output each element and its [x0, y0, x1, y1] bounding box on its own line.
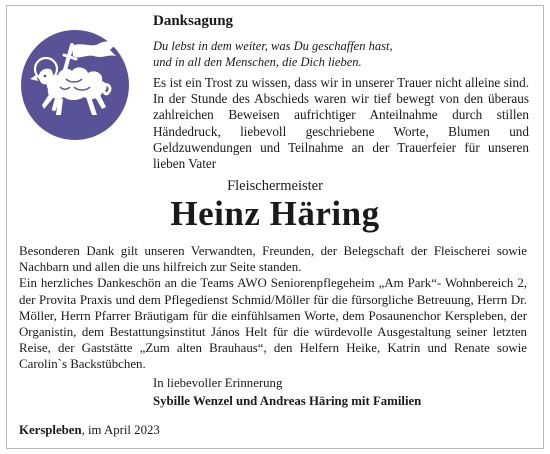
thanks-paragraph: Besonderen Dank gilt unseren Verwandten, Freunden, der Belegschaft der Fleischerei sowie Nachbarn und allen die uns hilfreich zur Seite standen. — [19, 244, 527, 275]
date: , im April 2023 — [81, 423, 160, 437]
intro-paragraph: Es ist ein Trost zu wissen, dass wir in unserer Trauer nicht alleine sind. In der Stunde des Abschieds waren wir tief bewegt von den überaus zahlreichen Beweisen aufrichtiger Anteilnahme durch stillen Händedruck, liebevoll geschriebene Worte, Blumen und Geldzuwendungen und Teilnahme an der Trauerfeier für unseren lieben Vater — [153, 75, 529, 172]
closing-phrase: In liebevoller Erinnerung — [153, 376, 283, 390]
lamb-of-god-icon — [20, 29, 130, 141]
deceased-name: Heinz Häring — [170, 194, 380, 233]
signers: Sybille Wenzel und Andreas Häring mit Familien — [153, 394, 422, 408]
thanks-paragraph: Ein herzliches Dankeschön an die Teams AWO Seniorenpflegeheim „Am Park“- Wohnbereich 2, der Provita Praxis und dem Pflegedienst Schmid/Möller für die fürsorgliche Betreuung, Herrn Dr. Möller, Herrn Pfarrer Bräutigam für die einfühlsamen Worte, dem Posaunenchor Kerspleben, der Organistin, dem Bestattungsinstitut János Helt für die würdevolle Ausgestaltung seiner letzten Reise, der Gaststätte „Zum alten Brauhaus“, den Helfern Heike, Katrin und Renate sowie Carolin`s Backstübchen. — [19, 276, 527, 372]
quote-line: Du lebst in dem weiter, was Du geschaffen hast, — [153, 39, 393, 53]
thanks-body — [19, 243, 527, 373]
deceased-profession: Fleischermeister — [227, 178, 323, 194]
place: Kerspleben — [19, 423, 82, 437]
quote-line: und in all den Menschen, die Dich lieben. — [153, 55, 362, 69]
notice-heading: Danksagung — [153, 13, 234, 29]
memorial-quote — [153, 38, 393, 70]
place-date-line — [19, 421, 160, 439]
